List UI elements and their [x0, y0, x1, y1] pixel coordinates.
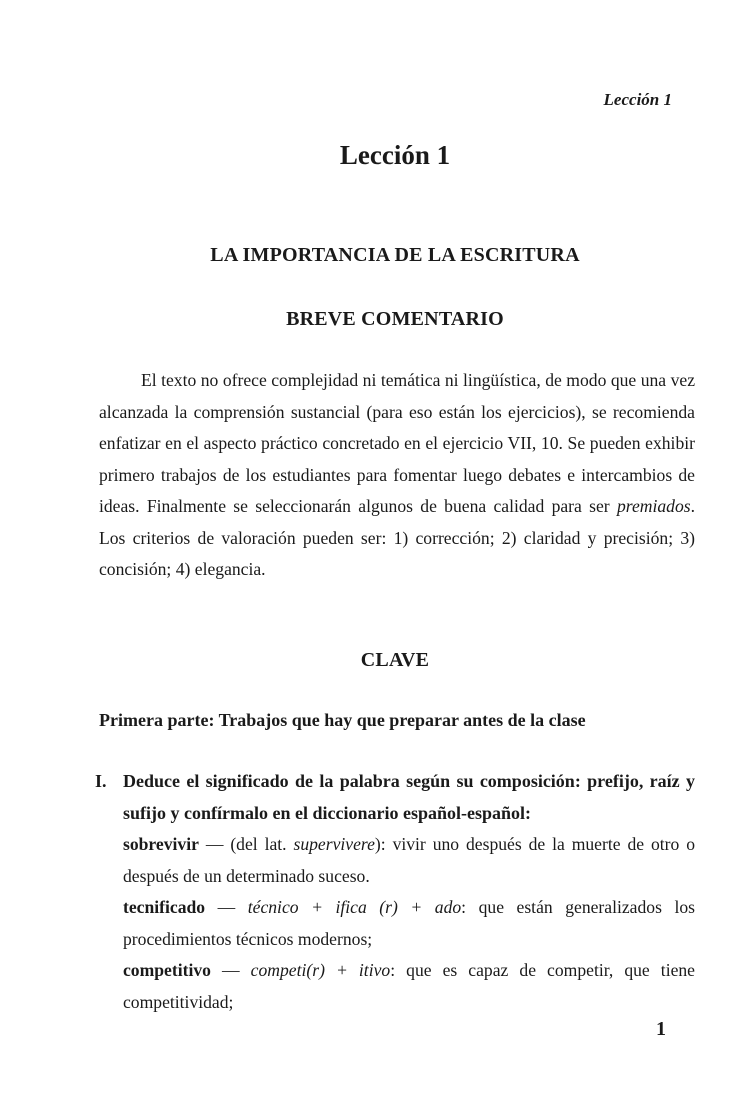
entry-word: competitivo — [123, 960, 211, 980]
reading-title: LA IMPORTANCIA DE LA ESCRITURA — [210, 244, 580, 266]
entry-etymology: supervivere — [293, 834, 375, 854]
comentario-heading: BREVE COMENTARIO — [286, 308, 504, 330]
comentario-text-2: . Los criterios de valoración pueden ser: 1) corrección; 2) claridad y precisión; 3) concisión; 4) elegancia. — [99, 496, 695, 579]
entry-etymology: competi(r) + itivo — [250, 960, 391, 980]
comentario-paragraph — [99, 365, 695, 586]
part-heading: Primera parte: Trabajos que hay que preparar antes de la clase — [99, 710, 586, 730]
exercise-number: I. — [95, 771, 107, 791]
entry-tecnificado — [123, 892, 695, 955]
clave-heading: CLAVE — [360, 649, 430, 671]
entry-sobrevivir — [123, 829, 695, 892]
entry-word: sobrevivir — [123, 834, 199, 854]
comentario-text-1: El texto no ofrece complejidad ni temática ni lingüística, de modo que una vez alcanzada la comprensión sustancial (para eso están los ejercicios), se recomienda enfatizar en el aspecto práctico concretado en el ejercicio VII, 10. Se pueden exhibir primero trabajos de los estudiantes para fomentar luego debates e intercambios de ideas. Finalmente se seleccionarán algunos de buena calidad para ser — [99, 370, 695, 516]
entry-competitivo — [123, 955, 695, 1018]
entry-dash: — — [198, 834, 231, 854]
entry-etymology: técnico + ifica (r) + ado — [247, 897, 462, 917]
entry-etym-post: : — [390, 960, 407, 980]
entry-dash: — — [205, 897, 248, 917]
entry-definition: que están generalizados los procedimientos técnicos modernos; — [123, 897, 695, 949]
lesson-title: Lección 1 — [339, 140, 451, 170]
exercise-instruction: Deduce el significado de la palabra según su composición: prefijo, raíz y sufijo y confírmalo en el diccionario español-español: — [123, 771, 695, 823]
exercise-body — [123, 766, 695, 1018]
entry-dash: — — [210, 960, 251, 980]
entry-etym-pre: (del lat. — [230, 834, 294, 854]
entry-etym-post: ): — [374, 834, 393, 854]
entry-word: tecnificado — [123, 897, 206, 917]
page-number: 1 — [656, 1018, 666, 1040]
comentario-italic-word: premiados — [616, 496, 691, 516]
running-head: Lección 1 — [603, 90, 672, 109]
entry-definition: vivir uno después de la muerte de otro o después de un determinado suceso. — [123, 834, 696, 886]
entry-definition: que es capaz de competir, que tiene competitividad; — [123, 960, 695, 1012]
entry-etym-post: : — [461, 897, 479, 917]
